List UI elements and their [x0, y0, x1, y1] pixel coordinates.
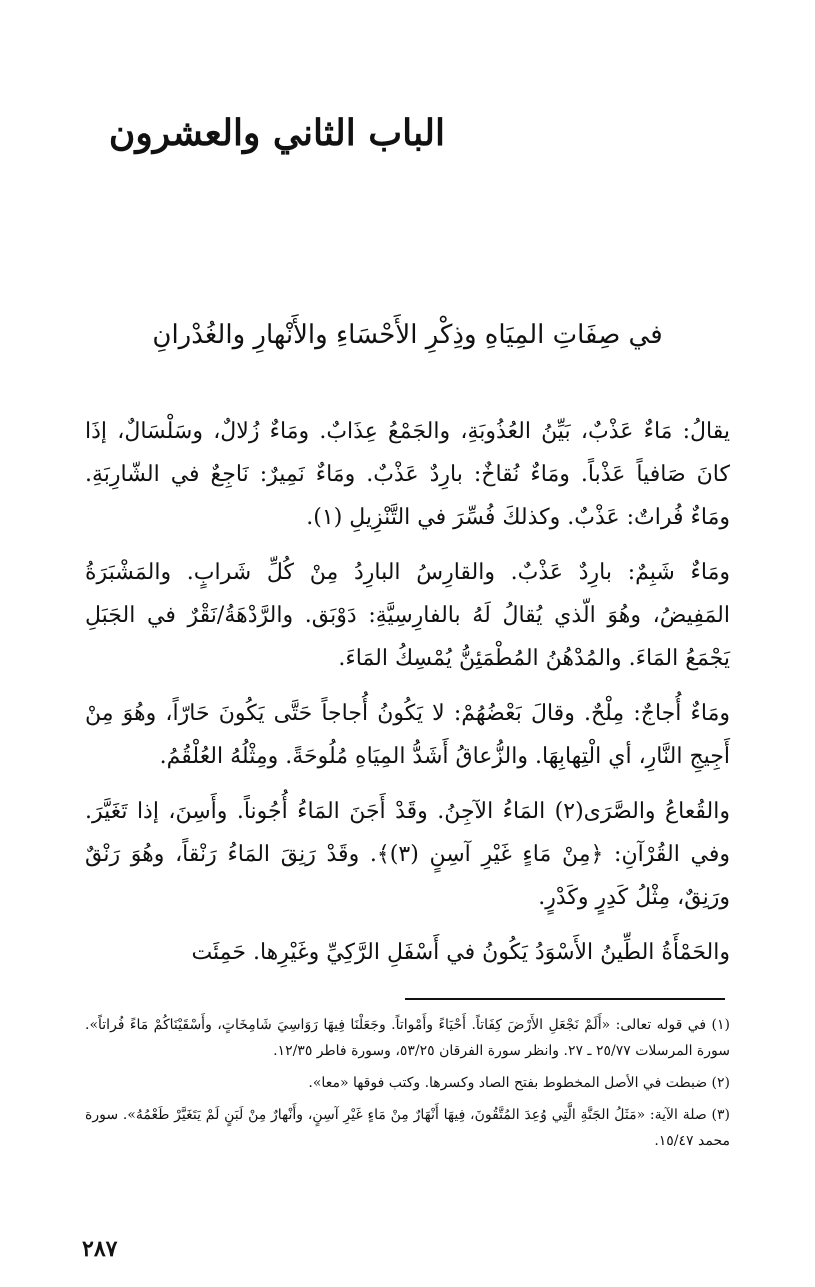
chapter-title: الباب الثاني والعشرون: [108, 112, 445, 154]
paragraph: والقُعاعُ والصَّرَى(٢) المَاءُ الآجِنُ. وقَدْ أَجَنَ المَاءُ أُجُوناً. وأَسِنَ، إذا تَغَيَّرَ. وفي القُرْآنِ: ﴿مِنْ مَاءٍ غَيْرِ آسِنٍ (٣)﴾. وقَدْ رَنِقَ المَاءُ رَنْقاً، وهُوَ رَنْقٌ ورَنِقٌ، مِثْلُ كَدِرٍ وكَدْرٍ.: [85, 799, 730, 910]
paragraph: والحَمْأَةُ الطِّينُ الأَسْوَدُ يَكُونُ في أَسْفَلِ الرَّكِيِّ وغَيْرِها. حَمِئَت: [191, 940, 730, 965]
paragraph: ومَاءٌ شَبِمٌ: بارِدٌ عَذْبٌ. والقارِسُ البارِدُ مِنْ كُلِّ شَرابٍ. والمَشْبَرَةُ المَفِيضُ، وهُوَ الّذي يُقالُ لَهُ بالفارِسِيَّةِ: دَوْبَق. والرَّدْهَةُ/نَقْرٌ في الجَبَلِ يَجْمَعُ المَاءَ. والمُدْهُنُ المُطْمَئِنُّ يُمْسِكُ المَاءَ.: [85, 560, 730, 671]
footnote: (١) في قوله تعالى: «أَلَمْ نَجْعَلِ الأَرْضَ كِفَاتاً. أَحْيَاءً وأَمْواتاً. وجَعَلْنَا فِيهَا رَوَاسِيَ شَامِخَاتٍ، وأَسْقَيْنَاكُمْ مَاءً فُراتاً». سورة المرسلات ٢٥/٧٧ ـ ٢٧. وانظر سورة الفرقان ٥٣/٢٥، وسورة فاطر ١٢/٣٥.: [85, 1017, 730, 1059]
footnote: (٢) ضبطت في الأصل المخطوط بفتح الصاد وكسرها. وكتب فوقها «معا».: [308, 1075, 730, 1091]
footnote-divider: [405, 998, 725, 1000]
body-text: [85, 410, 730, 986]
paragraph: ومَاءٌ أُجاجٌ: مِلْحٌ. وقالَ بَعْضُهُمْ: لا يَكُونُ أُجاجاً حَتَّى يَكُونَ حَارّاً، وهُوَ مِنْ أَجِيجِ النَّارِ، أي الْتِهابِهَا. والزُّعاقُ أَشَدُّ المِيَاهِ مُلُوحَةً. ومِثْلُهُ العُلْقُمُ.: [85, 701, 730, 769]
page-number: ٢٨٧: [82, 1236, 118, 1262]
paragraph: يقالُ: مَاءٌ عَذْبٌ، بَيِّنُ العُذُوبَةِ، والجَمْعُ عِذَابٌ. ومَاءٌ زُلالٌ، وسَلْسَالٌ، إذَا كانَ صَافياً عَذْباً. ومَاءٌ نُقاخٌ: بارِدٌ عَذْبٌ. ومَاءٌ نَمِيرٌ: نَاجِعٌ في الشّارِبَةِ. ومَاءٌ فُراتٌ: عَذْبٌ. وكذلكَ فُسِّرَ في التَّنْزِيلِ (١).: [85, 419, 730, 530]
footnotes: [85, 1012, 730, 1160]
section-title: في صِفَاتِ المِيَاهِ وذِكْرِ الأَحْسَاءِ والأَنْهارِ والغُدْرانِ: [152, 320, 663, 350]
footnote: (٣) صلة الآية: «مَثَلُ الجَنَّةِ الَّتِي وُعِدَ المُتَّقُونَ، فِيهَا أَنْهَارٌ مِنْ مَاءٍ غَيْرِ آسِنٍ، وأَنْهارٌ مِنْ لَبَنٍ لَمْ يَتَغَيَّرْ طَعْمُهُ». سورة محمد ١٥/٤٧.: [85, 1107, 730, 1149]
